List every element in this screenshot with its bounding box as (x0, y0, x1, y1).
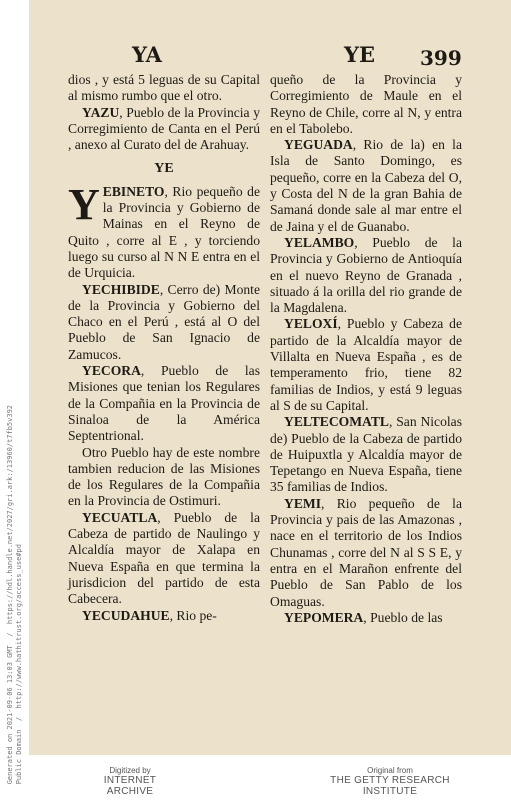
credit-name: INTERNET ARCHIVE (103, 775, 157, 797)
entry-body: , Pueblo de la Cabeza de partido de Naulingo y Alcaldía mayor de Xalapa en Nueva España en que termina la jurisdicion del partido de esta Cabecera. (68, 509, 260, 607)
entry-body: , Rio pe- (169, 607, 217, 623)
page-number: 399 (420, 46, 462, 70)
entry-head: YECHIBIDE (82, 281, 160, 297)
entry-body: , Pueblo de la Provincia y Corregimiento de Canta en el Perú , anexo al Curato del de Arahuay. (68, 104, 260, 153)
entry-head: YELOXÍ (284, 316, 338, 332)
entry-body: , Cerro de) Monte de la Provincia y Gobierno del Chaco en el Perú , está al O del Pueblo de San Ignacio de Zamucos. (68, 281, 260, 362)
entry-head: YECUDAHUE (82, 607, 170, 623)
right-running-head: YE (344, 42, 375, 67)
entry-yecudahue (68, 608, 260, 624)
entry-yechibide (68, 282, 260, 363)
entry-yazu (68, 105, 260, 154)
entry-yelambo (270, 235, 462, 316)
entry-body: , Rio pequeño de la Provincia y pais de las Amazonas , nace en el territorio de los Indios Chunamas , corre del N al S S E, y entra en el Marañon enfrente del Pueblo de San Pablo de los Omaguas. (270, 495, 462, 609)
entry-yemi (270, 496, 462, 610)
left-running-head: YA (132, 42, 162, 67)
entry-yeguada (270, 137, 462, 235)
continuation-text: dios , y está 5 leguas de su Capital al mismo rumbo que el otro. (68, 72, 260, 104)
credit-caption: Digitized by (109, 766, 151, 775)
continuation-text: queño de la Provincia y Corregimiento de Maule en el Reyno de Chile, corre al N, y entra en el Tabolebo. (270, 72, 462, 136)
entry-yecuatla (68, 510, 260, 608)
entry-head: YEGUADA (284, 137, 353, 153)
credit-name: THE GETTY RESEARCH INSTITUTE (330, 775, 450, 797)
entry-body: , Pueblo y Cabeza de partido de la Alcaldía mayor de Villalta en Nueva España , es de temperamento frio, tiene 82 familias de Indios, y está 9 leguas al S de su Capital. (270, 316, 462, 413)
digitized-by-credit (80, 766, 180, 797)
entry-body: , Rio de la) en la Isla de Santo Domingo, es pequeño, corre en la Cabeza del O, y Costa del N de la gran Bahia de Samaná donde sale al mar entre el de Jaina y el de Guanabo. (270, 137, 462, 234)
right-column (270, 72, 462, 626)
entry-head: YEMI (284, 495, 322, 511)
entry-yepomera (270, 610, 462, 626)
entry-body: , Pueblo de la Provincia y Gobierno de Antioquía en el nuevo Reyno de Granada , situado á la orilla del rio grande de la Magdalena. (270, 234, 462, 316)
drop-cap: Y (68, 179, 100, 229)
entry-yeloxi (270, 316, 462, 414)
entry-body: , San Nicolas de) Pueblo de la Cabeza de partido de Huipuxtla y Alcaldía mayor de Tepetango en Nueva España, tiene 35 familias de Indios. (270, 414, 462, 495)
entry-head: YAZU (82, 104, 120, 120)
entry-yecora (68, 363, 260, 444)
entry-otro-pueblo: Otro Pueblo hay de este nombre tambien reducion de las Misiones de los Regulares de la Compañia en la Provincia de Ostimuri. (68, 444, 260, 509)
hathitrust-sidebar (0, 0, 29, 800)
entry-body: , Rio pequeño de la Provincia y Gobierno de Mainas en el Reyno de Quito , corre al E , y torciendo luego su curso al N N E entra en el de Urquicia. (68, 183, 260, 281)
digitization-footer (0, 766, 511, 800)
section-heading: YE (154, 161, 174, 177)
generation-notice: Generated on 2021-09-06 13:03 GMT / https://hdl.handle.net/2027/gri.ark:/13960/t7fb5v392 Public Domain / http://www.hathitrust.org/access_use#pd (6, 404, 23, 784)
entry-yeltecomatl (270, 414, 462, 495)
entry-head: YECUATLA (82, 509, 158, 525)
entry-body: , Pueblo de las (363, 609, 443, 625)
entry-body: , Pueblo de las Misiones que tenian los Regulares de la Compañia en la Provincia de Sinaloa de la América Septentrional. (68, 363, 260, 444)
entry-head: EBINETO (102, 183, 165, 199)
entry-yebineto (68, 179, 260, 282)
credit-caption: Original from (367, 766, 413, 775)
entry-head: YEPOMERA (284, 609, 364, 625)
left-column (68, 72, 260, 624)
entry-head: YELTECOMATL (284, 414, 389, 430)
entry-head: YECORA (82, 363, 141, 379)
entry-head: YELAMBO (284, 234, 355, 250)
original-from-credit (305, 766, 475, 797)
